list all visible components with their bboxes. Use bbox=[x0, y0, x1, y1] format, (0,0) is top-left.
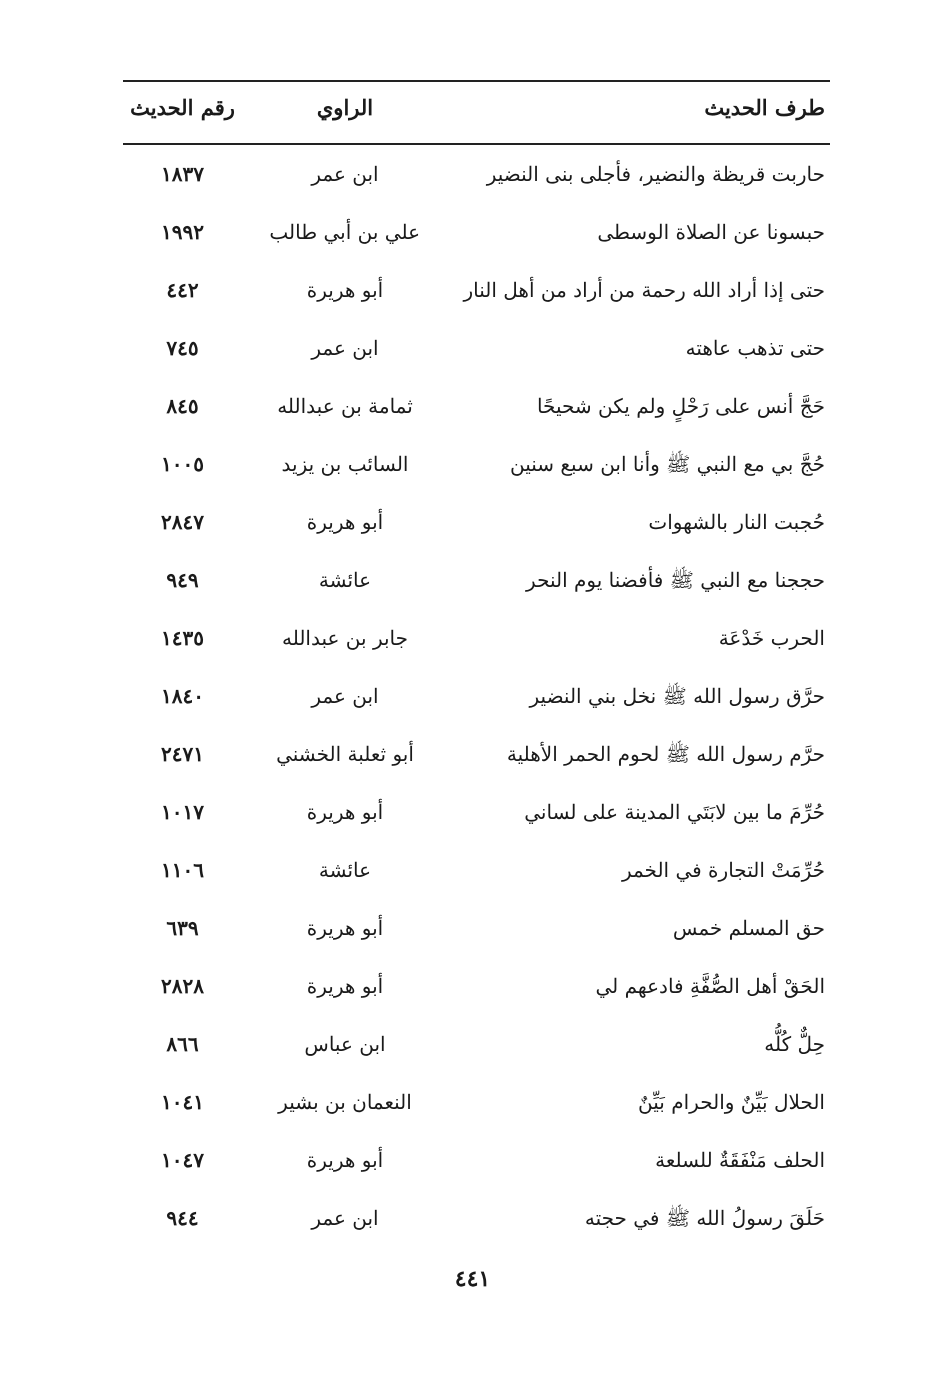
hadith-number: ١٠٤٧ bbox=[161, 1148, 204, 1172]
table-row bbox=[0, 384, 945, 442]
narrator-name: أبو هريرة bbox=[306, 510, 384, 534]
narrator-name: ابن عمر bbox=[311, 1206, 379, 1230]
hadith-number: ١١٠٦ bbox=[161, 858, 204, 882]
narrator-name: أبو ثعلبة الخشني bbox=[276, 742, 414, 766]
hadith-text: حاربت قريظة والنضير، فأجلى بنى النضير bbox=[486, 162, 825, 186]
hadith-number: ٦٣٩ bbox=[166, 916, 199, 940]
table-row bbox=[0, 210, 945, 268]
hadith-number: ١٠١٧ bbox=[161, 800, 204, 824]
table-row bbox=[0, 1080, 945, 1138]
table-row bbox=[0, 964, 945, 1022]
table-row bbox=[0, 1196, 945, 1254]
hadith-text: حُرِّمَتْ التجارة في الخمر bbox=[621, 858, 825, 882]
hadith-text: حتى إذا أراد الله رحمة من أراد من أهل النار bbox=[463, 278, 825, 302]
table-row bbox=[0, 1138, 945, 1196]
hadith-number: ٢٨٤٧ bbox=[161, 510, 204, 534]
hadith-number: ٨٤٥ bbox=[166, 394, 199, 418]
hadith-number: ١٤٣٥ bbox=[161, 626, 204, 650]
table-row bbox=[0, 152, 945, 210]
hadith-number: ١٩٩٢ bbox=[161, 220, 204, 244]
hadith-text: حُرِّمَ ما بين لابَتَي المدينة على لساني bbox=[524, 800, 825, 824]
table-row bbox=[0, 442, 945, 500]
narrator-name: النعمان بن بشير bbox=[278, 1090, 412, 1114]
hadith-number: ١٠٤١ bbox=[161, 1090, 204, 1114]
header-number-label: رقم الحديث bbox=[130, 95, 235, 120]
narrator-name: ابن عمر bbox=[311, 162, 379, 186]
hadith-text: حَلَقَ رسولُ الله ﷺ في حجته bbox=[584, 1206, 825, 1230]
hadith-number: ٢٤٧١ bbox=[161, 742, 204, 766]
hadith-number: ٢٨٢٨ bbox=[161, 974, 204, 998]
hadith-number: ١٨٤٠ bbox=[161, 684, 204, 708]
hadith-text: حبسونا عن الصلاة الوسطى bbox=[597, 220, 825, 244]
hadith-number: ١٠٠٥ bbox=[161, 452, 204, 476]
table-body bbox=[0, 152, 945, 1254]
table-row bbox=[0, 732, 945, 790]
narrator-name: علي بن أبي طالب bbox=[269, 220, 420, 244]
narrator-name: أبو هريرة bbox=[306, 278, 384, 302]
header-hadith-label: طرف الحديث bbox=[704, 95, 825, 120]
narrator-name: جابر بن عبدالله bbox=[281, 626, 409, 650]
hadith-number: ٩٤٩ bbox=[166, 568, 199, 592]
table-row bbox=[0, 790, 945, 848]
hadith-number: ١٨٣٧ bbox=[161, 162, 204, 186]
hadith-text: حججنا مع النبي ﷺ فأفضنا يوم النحر bbox=[526, 568, 825, 592]
narrator-name: أبو هريرة bbox=[306, 974, 384, 998]
table-row bbox=[0, 268, 945, 326]
narrator-name: أبو هريرة bbox=[306, 1148, 384, 1172]
hadith-text: حَجَّ أنس على رَحْلٍ ولم يكن شحيحًا bbox=[536, 394, 825, 418]
hadith-text: حُجبت النار بالشهوات bbox=[648, 510, 825, 534]
hadith-text: الحلف مَنْفَقَةٌ للسلعة bbox=[655, 1148, 825, 1172]
hadith-text: حق المسلم خمس bbox=[672, 916, 825, 940]
narrator-name: ثمامة بن عبدالله bbox=[277, 394, 413, 418]
narrator-name: عائشة bbox=[318, 568, 372, 592]
hadith-text: الحلال بَيِّنٌ والحرام بَيِّنٌ bbox=[638, 1090, 825, 1114]
header-rule bbox=[123, 143, 830, 145]
table-row bbox=[0, 848, 945, 906]
narrator-name: ابن عباس bbox=[304, 1032, 386, 1056]
header-narrator-label: الراوي bbox=[316, 95, 374, 120]
hadith-number: ٤٤٢ bbox=[166, 278, 199, 302]
page-number: ٤٤١ bbox=[454, 1266, 491, 1292]
hadith-text: الحَقْ أهل الصُّفَّةِ فادعهم لي bbox=[595, 974, 825, 998]
table-row bbox=[0, 326, 945, 384]
hadith-text: حِلٌّ كُلُّه bbox=[764, 1032, 825, 1056]
hadith-text: حُجَّ بي مع النبي ﷺ وأنا ابن سبع سنين bbox=[510, 452, 825, 476]
hadith-number: ٧٤٥ bbox=[166, 336, 199, 360]
narrator-name: أبو هريرة bbox=[306, 800, 384, 824]
table-header bbox=[0, 95, 945, 131]
table-row bbox=[0, 674, 945, 732]
narrator-name: السائب بن يزيد bbox=[281, 452, 409, 476]
table-row bbox=[0, 1022, 945, 1080]
hadith-number: ٨٦٦ bbox=[166, 1032, 199, 1056]
narrator-name: أبو هريرة bbox=[306, 916, 384, 940]
hadith-number: ٩٤٤ bbox=[166, 1206, 199, 1230]
table-row bbox=[0, 906, 945, 964]
table-row bbox=[0, 558, 945, 616]
narrator-name: ابن عمر bbox=[311, 684, 379, 708]
hadith-text: حرَّم رسول الله ﷺ لحوم الحمر الأهلية bbox=[506, 742, 825, 766]
hadith-text: حتى تذهب عاهته bbox=[685, 336, 825, 360]
table-row bbox=[0, 616, 945, 674]
narrator-name: عائشة bbox=[318, 858, 372, 882]
narrator-name: ابن عمر bbox=[311, 336, 379, 360]
table-row bbox=[0, 500, 945, 558]
hadith-text: حرَّق رسول الله ﷺ نخل بني النضير bbox=[529, 684, 825, 708]
hadith-text: الحرب خَدْعَة bbox=[718, 626, 825, 650]
top-rule bbox=[123, 80, 830, 82]
